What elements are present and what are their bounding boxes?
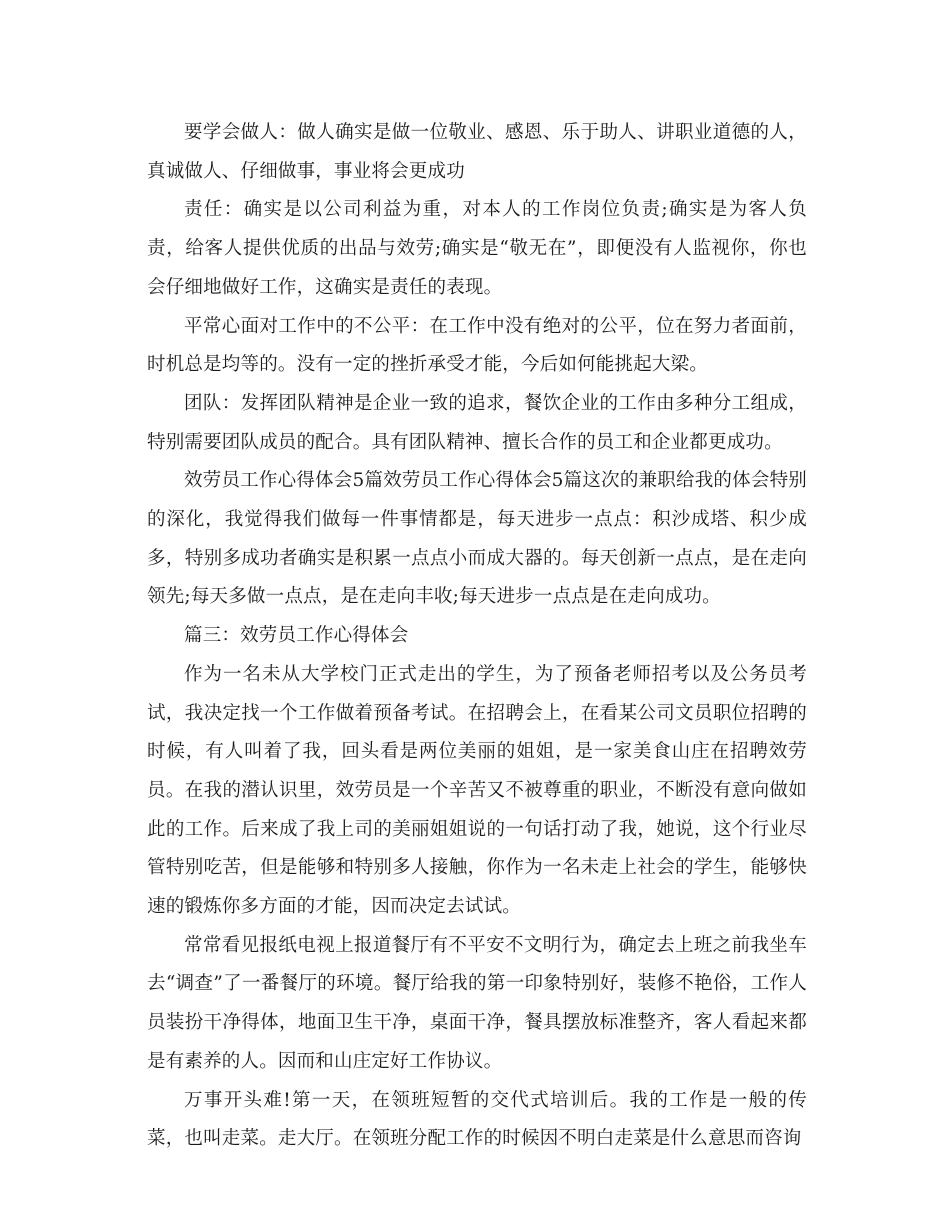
paragraph-first-day: 万事开头难!第一天，在领班短暂的交代式培训后。我的工作是一般的传菜，也叫走菜。走大厅。在领班分配工作的时候因不明白走菜是什么意思而咨询 [147, 1089, 807, 1150]
paragraph-restaurant-investigation: 常常看见报纸电视上报道餐厅有不平安不文明行为，确定去上班之前我坐车去“调查”了一番餐厅的环境。餐厅给我的第一印象特别好，装修不艳俗，工作人员装扮干净得体，地面卫生干净，桌面干净，餐具摆放标准整齐，客人看起来都是有素养的人。因而和山庄定好工作协议。 [147, 934, 807, 1072]
paragraph-unfairness: 平常心面对工作中的不公平：在工作中没有绝对的公平，位在努力者面前，时机总是均等的。没有一定的挫折承受才能，今后如何能挑起大梁。 [147, 315, 807, 376]
paragraph-teamwork: 团队：发挥团队精神是企业一致的追求，餐饮企业的工作由多种分工组成，特别需要团队成员的配合。具有团队精神、擅长合作的员工和企业都更成功。 [147, 392, 807, 453]
document-body [147, 114, 807, 1159]
paragraph-part-time-experience: 效劳员工作心得体会5篇效劳员工作心得体会5篇这次的兼职给我的体会特别的深化，我觉得我们做每一件事情都是，每天进步一点点：积沙成塔、积少成多，特别多成功者确实是积累一点点小而成大器的。每天创新一点点，是在走向领先;每天多做一点点，是在走向丰收;每天进步一点点是在走向成功。 [147, 470, 807, 608]
paragraph-job-search: 作为一名未从大学校门正式走出的学生，为了预备老师招考以及公务员考试，我决定找一个工作做着预备考试。在招聘会上，在看某公司文员职位招聘的时候，有人叫着了我，回头看是两位美丽的姐姐，是一家美食山庄在招聘效劳员。在我的潜认识里，效劳员是一个辛苦又不被尊重的职业，不断没有意向做如此的工作。后来成了我上司的美丽姐姐说的一句话打动了我，她说，这个行业尽管特别吃苦，但是能够和特别多人接触，你作为一名未走上社会的学生，能够快速的锻炼你多方面的才能，因而决定去试试。 [147, 663, 807, 918]
paragraph-be-a-good-person: 要学会做人：做人确实是做一位敬业、感恩、乐于助人、讲职业道德的人，真诚做人、仔细做事，事业将会更成功 [147, 122, 807, 182]
section-heading-part-three: 篇三：效劳员工作心得体会 [184, 625, 409, 647]
paragraph-responsibility: 责任：确实是以公司利益为重，对本人的工作岗位负责;确实是为客人负责，给客人提供优质的出品与效劳;确实是“敬无在”，即便没有人监视你，你也会仔细地做好工作，这确实是责任的表现。 [147, 199, 807, 298]
